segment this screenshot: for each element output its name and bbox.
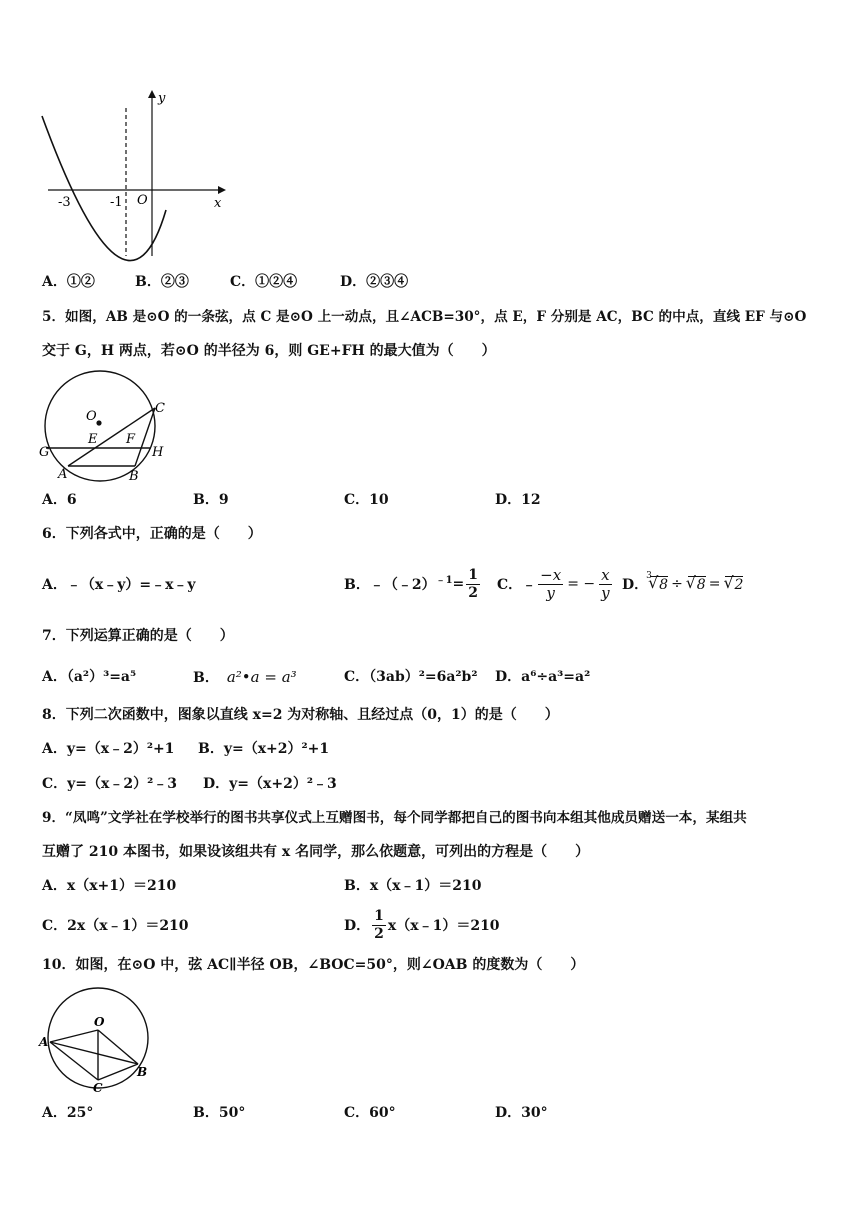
label-C: C (155, 401, 165, 416)
q8-option-a: A．y=（x﹣2）²+1 (42, 741, 175, 757)
q10-option-b: B．50° (193, 1105, 246, 1121)
q4-option-d: D．②③④ (340, 274, 409, 290)
q9-stem-line2: 互赠了 210 本图书，如果设该组共有 x 名同学，那么依题意，可列出的方程是（ ） (42, 844, 590, 860)
q6-option-d: D． √ 3 8 ÷ √ 8 = √ 2 (622, 572, 743, 596)
q5-stem-line1: 5．如图，AB 是⊙O 的一条弦，点 C 是⊙O 上一动点，且∠ACB=30°，点 E，F 分别是 AC，BC 的中点，直线 EF 与⊙O (42, 309, 807, 325)
q4-option-b: B．②③ (135, 274, 189, 290)
label-O: O (86, 409, 97, 424)
q4-option-a: A．①② (42, 274, 95, 290)
q7-stem: 7．下列运算正确的是（ ） (42, 628, 234, 644)
label-E: E (88, 432, 98, 447)
q5-option-b: B．9 (193, 492, 229, 508)
q7-option-d: D．a⁶÷a³=a² (495, 669, 591, 685)
label-O: O (94, 1015, 105, 1029)
q6-option-a: A．﹣（x﹣y）=﹣x﹣y (42, 577, 196, 593)
q10-option-a: A．25° (42, 1105, 94, 1121)
q10-circle-figure (36, 984, 152, 1096)
label-C: C (93, 1081, 103, 1095)
q10-stem: 10．如图，在⊙O 中，弦 AC∥半径 OB，∠BOC=50°，则∠OAB 的度数为（ ） (42, 957, 585, 973)
q8-option-c: C．y=（x﹣2）²﹣3 (42, 776, 177, 792)
tick-neg1: -1 (110, 195, 123, 210)
q8-option-b: B．y=（x+2）²+1 (198, 741, 330, 757)
label-G: G (39, 445, 50, 460)
label-H: H (152, 445, 164, 460)
q6-stem: 6．下列各式中，正确的是（ ） (42, 526, 262, 542)
y-axis-label: y (158, 91, 166, 106)
label-B: B (137, 1065, 148, 1079)
q8-stem: 8．下列二次函数中，图象以直线 x=2 为对称轴、且经过点（0，1）的是（ ） (42, 707, 559, 723)
q7-option-a: A．（a²）³=a⁵ (42, 669, 137, 685)
q10-option-d: D．30° (495, 1105, 548, 1121)
label-B: B (129, 469, 139, 484)
q6-option-c: C．﹣ $\frac{-x}{y}$ = − $\frac{x}{y}$ (497, 565, 610, 602)
q5-circle-figure (38, 368, 170, 486)
label-F: F (126, 432, 136, 447)
q7-option-b: B． a²•a = a³ (193, 668, 297, 686)
q5-option-d: D．12 (495, 492, 541, 508)
q6-option-b: B．﹣（﹣2） $^{﹣1}$ = $\frac{1}{2}$ (344, 566, 479, 601)
q4-option-c: C．①②④ (230, 274, 298, 290)
origin-label: O (137, 193, 148, 208)
q5-option-c: C．10 (344, 492, 389, 508)
q7-option-c: C．（3ab）²=6a²b² (344, 669, 478, 685)
tick-neg3: -3 (58, 195, 71, 210)
x-axis-label: x (214, 196, 222, 211)
q9-option-c: C．2x（x﹣1）＝210 (42, 918, 189, 934)
q9-option-b: B．x（x﹣1）＝210 (344, 878, 482, 894)
q10-option-c: C．60° (344, 1105, 396, 1121)
q9-option-d: D． $\frac{1}{2}$ x（x﹣1）＝210 (344, 907, 500, 942)
q9-option-a: A．x（x+1）＝210 (42, 878, 177, 894)
parabola-graph (36, 86, 236, 266)
q8-option-d: D．y=（x+2）²﹣3 (203, 776, 337, 792)
q5-option-a: A．6 (42, 492, 77, 508)
label-A: A (39, 1035, 49, 1049)
label-A: A (58, 467, 68, 482)
fraction-one-half: $\frac{1}{2}$ (468, 566, 479, 601)
q5-stem-line2: 交于 G，H 两点，若⊙O 的半径为 6，则 GE+FH 的最大值为（ ） (42, 343, 496, 359)
q9-stem-line1: 9．“凤鸣”文学社在学校举行的图书共享仪式上互赠图书，每个同学都把自己的图书向本组其他成员赠送一本，某组共 (42, 810, 747, 826)
